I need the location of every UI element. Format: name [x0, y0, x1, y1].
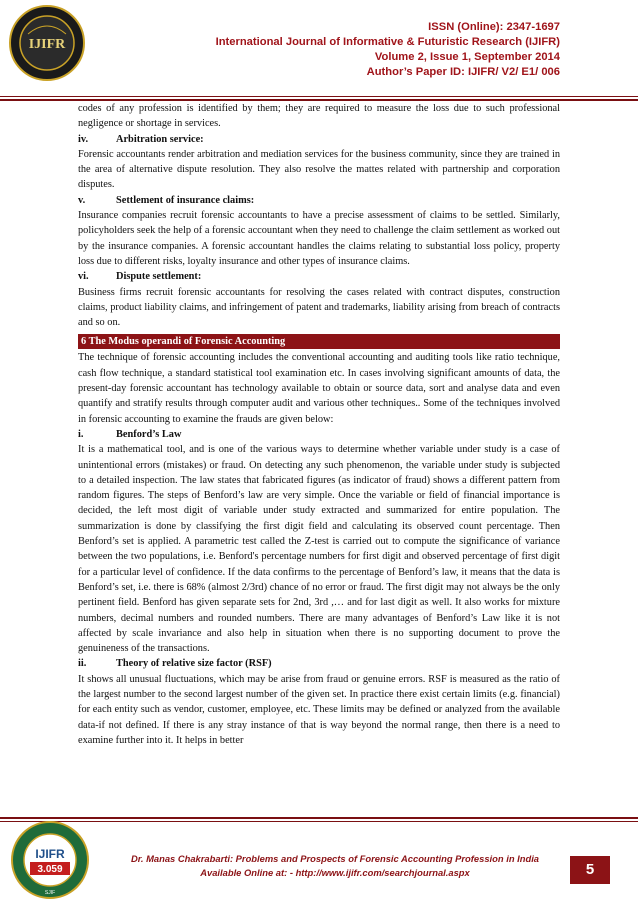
paper-id: Author’s Paper ID: IJIFR/ V2/ E1/ 006	[366, 66, 560, 78]
impact-value: 3.059	[37, 864, 63, 875]
subheading-benford: i. Benford’s Law	[78, 428, 182, 440]
paragraph: Insurance companies recruit forensic accountants to have a precise assessment of claims to be settled. Similarly, policyholders seek the help of a forensic accountant when they need to challenge the claim settlement as worked out by the insurance companies. A forensic accountant handles the claims relating to substantial loss policy, property loss due to different risks, loyalty insurance and other types of insurance claims.	[78, 210, 560, 267]
journal-name: International Journal of Informative & Futuristic Research (IJIFR)	[215, 36, 560, 48]
article-body	[78, 101, 560, 748]
subheading-arbitration: iv. Arbitration service:	[78, 133, 204, 145]
journal-header	[216, 20, 560, 80]
paragraph: Business firms recruit forensic accountants for resolving the cases related with contract disputes, construction claims, product liability claims, and infringement of patent and trademarks, liability arising from breach of contracts and so on.	[78, 286, 560, 329]
badge-title: IJIFR	[35, 847, 65, 861]
footer-citation	[100, 852, 570, 880]
page-number: 5	[570, 856, 610, 884]
badge-ring-bottom: SJIF	[44, 890, 56, 896]
volume-issue: Volume 2, Issue 1, September 2014	[374, 51, 560, 63]
header-divider	[0, 96, 638, 97]
subheading-rsf: ii. Theory of relative size factor (RSF)	[78, 658, 272, 670]
logo-text: IJIFR	[28, 37, 66, 52]
journal-logo	[8, 4, 86, 82]
footer-divider-thin	[0, 821, 638, 822]
impact-factor-badge	[10, 820, 90, 900]
citation-line: Dr. Manas Chakrabarti: Problems and Prospects of Forensic Accounting Profession in India	[130, 853, 540, 864]
paragraph: It shows all unusual fluctuations, which may be arise from fraud or genuine errors. RSF is measured as the ratio of the largest number to the second largest number of the given set. In practice there exist certain limits (e.g. financial) for each entity such as vendor, customer, employee, etc. These limits may be defined or analyzed from the available data-if not defined. If there is any stray instance of that is way beyond the normal range, then there is a need to examine further into it. It helps in better	[78, 673, 560, 746]
paragraph: Forensic accountants render arbitration and mediation services for the business community, since they are trained in the area of alternative dispute resolution. They also resolve the mattes related with partnership and corporation disputes.	[78, 148, 560, 191]
paragraph: It is a mathematical tool, and is one of the various ways to determine whether variable under study is a case of unintentional errors (mistakes) or fraud. On detecting any such phenomenon, the variable under study is subjected to a detailed inspection. The law states that fabricated figures (as indicator of fraud) shows a different pattern from random figures. The steps of Benford’s law are very simple. Once the variable or field of financial importance is decided, the left most digit of variable under study extracted and summarized for entire population. The summarization is done by classifying the first digit field and calculating its observed count percentage. Then Benford’s set is applied. A parametric test called the Z-test is carried out to compute the significance of variance between the two populations, i.e. Benford's percentage numbers for first digit and observed percentage of first digit for a particular level of confidence. If the data confirms to the percentage of Benford’s law, it means that the data is Benford’s set, i.e. there is 68% (almost 2/3rd) chance of no error or fraud. The first digit may not always be the only pertinent field. Benford has given separate sets for 2nd, 3rd ,… and for last digit as well. It also works for mixture numbers, decimal numbers and rounded numbers. There are many advantages of Benford’s Law like it is not affected by scale invariance and also help in situation when there is no supporting document to prove the genuineness of the transactions.	[78, 444, 560, 655]
footer-divider	[0, 817, 638, 819]
subheading-insurance: v. Settlement of insurance claims:	[78, 194, 255, 206]
paragraph: codes of any profession is identified by them; they are required to measure the loss due to such professional negligence or shortage in services.	[78, 103, 560, 130]
paragraph: The technique of forensic accounting includes the conventional accounting and auditing tools like ratio technique, cash flow technique, a standard statistical tool examination etc. In cases involving significant amounts of data, the present-day forensic accountant has technology available to obtain or source data, sort and analyse data and even quantify and stratify results through computer audit and various other techniques.. Some of the techniques involved in forensic accounting to examine the frauds are given below:	[78, 352, 560, 425]
url-line[interactable]: Available Online at: - http://www.ijifr.com/searchjournal.aspx	[200, 867, 470, 878]
section-heading: 6 The Modus operandi of Forensic Accounting	[78, 334, 560, 349]
subheading-dispute: vi. Dispute settlement:	[78, 271, 202, 283]
issn: ISSN (Online): 2347-1697	[428, 21, 560, 33]
